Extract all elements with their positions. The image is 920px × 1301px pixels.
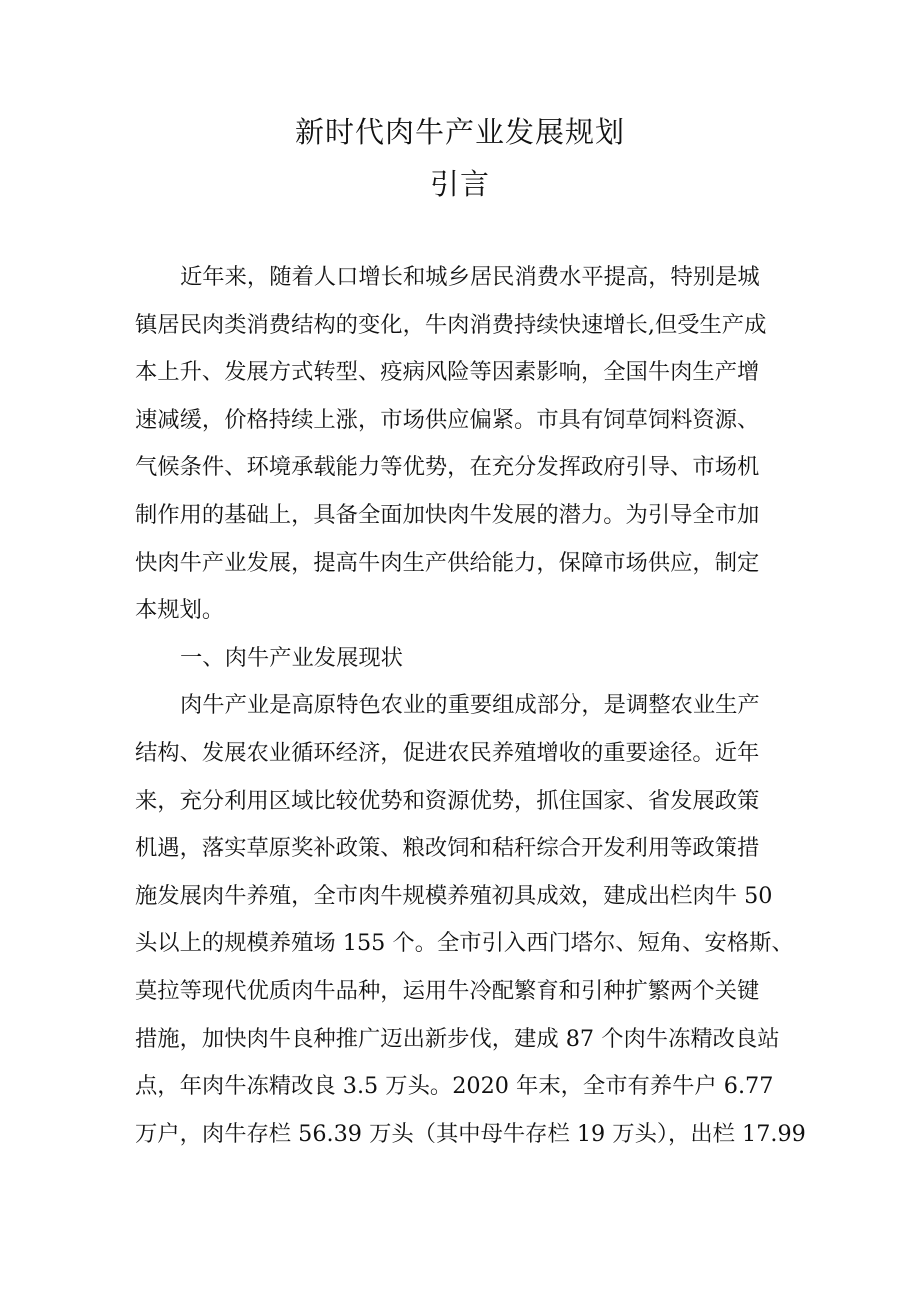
paragraph-line: 莫拉等现代优质肉牛品种，运用牛冷配繁育和引种扩繁两个关键 [135,977,760,1004]
paragraph-line: 近年来，随着人口增长和城乡居民消费水平提高，特别是城 [180,264,760,290]
paragraph-line: 本规划。 [135,597,225,624]
paragraph-line: 镇居民肉类消费结构的变化，牛肉消费持续快速增长,但受生产成 [135,311,767,338]
paragraph-line: 快肉牛产业发展，提高牛肉生产供给能力，保障市场供应，制定 [135,549,760,576]
paragraph-line: 速减缓，价格持续上涨，市场供应偏紧。市具有饲草饲料资源、 [135,406,760,433]
document-title: 新时代肉牛产业发展规划 [294,115,625,149]
paragraph-line: 施发展肉牛养殖，全市肉牛规模养殖初具成效，建成出栏肉牛 50 [135,882,773,909]
paragraph-line: 措施，加快肉牛良种推广迈出新步伐，建成 87 个肉牛冻精改良站 [135,1025,780,1052]
paragraph-line: 结构、发展农业循环经济，促进农民养殖增收的重要途径。近年 [135,739,760,766]
paragraph-line: 点，年肉牛冻精改良 3.5 万头。2020 年末，全市有养牛户 6.77 [135,1073,774,1100]
section-heading: 一、肉牛产业发展现状 [180,644,403,671]
paragraph-line: 万户，肉牛存栏 56.39 万头（其中母牛存栏 19 万头），出栏 17.99 [135,1120,806,1147]
document-subtitle: 引言 [429,167,490,201]
paragraph-line: 来，充分利用区域比较优势和资源优势，抓住国家、省发展政策 [135,787,760,814]
paragraph-line: 机遇，落实草原奖补政策、粮改饲和秸秆综合开发利用等政策措 [135,835,760,862]
paragraph-line: 气候条件、环境承载能力等优势，在充分发挥政府引导、市场机 [135,454,760,481]
paragraph-line: 制作用的基础上，具备全面加快肉牛发展的潜力。为引导全市加 [135,501,760,528]
paragraph-line: 头以上的规模养殖场 155 个。全市引入西门塔尔、短角、安格斯、 [135,930,794,957]
document-body [135,254,806,1158]
paragraph-line: 肉牛产业是高原特色农业的重要组成部分，是调整农业生产 [180,692,760,719]
paragraph-line: 本上升、发展方式转型、疫病风险等因素影响，全国牛肉生产增 [135,359,760,386]
